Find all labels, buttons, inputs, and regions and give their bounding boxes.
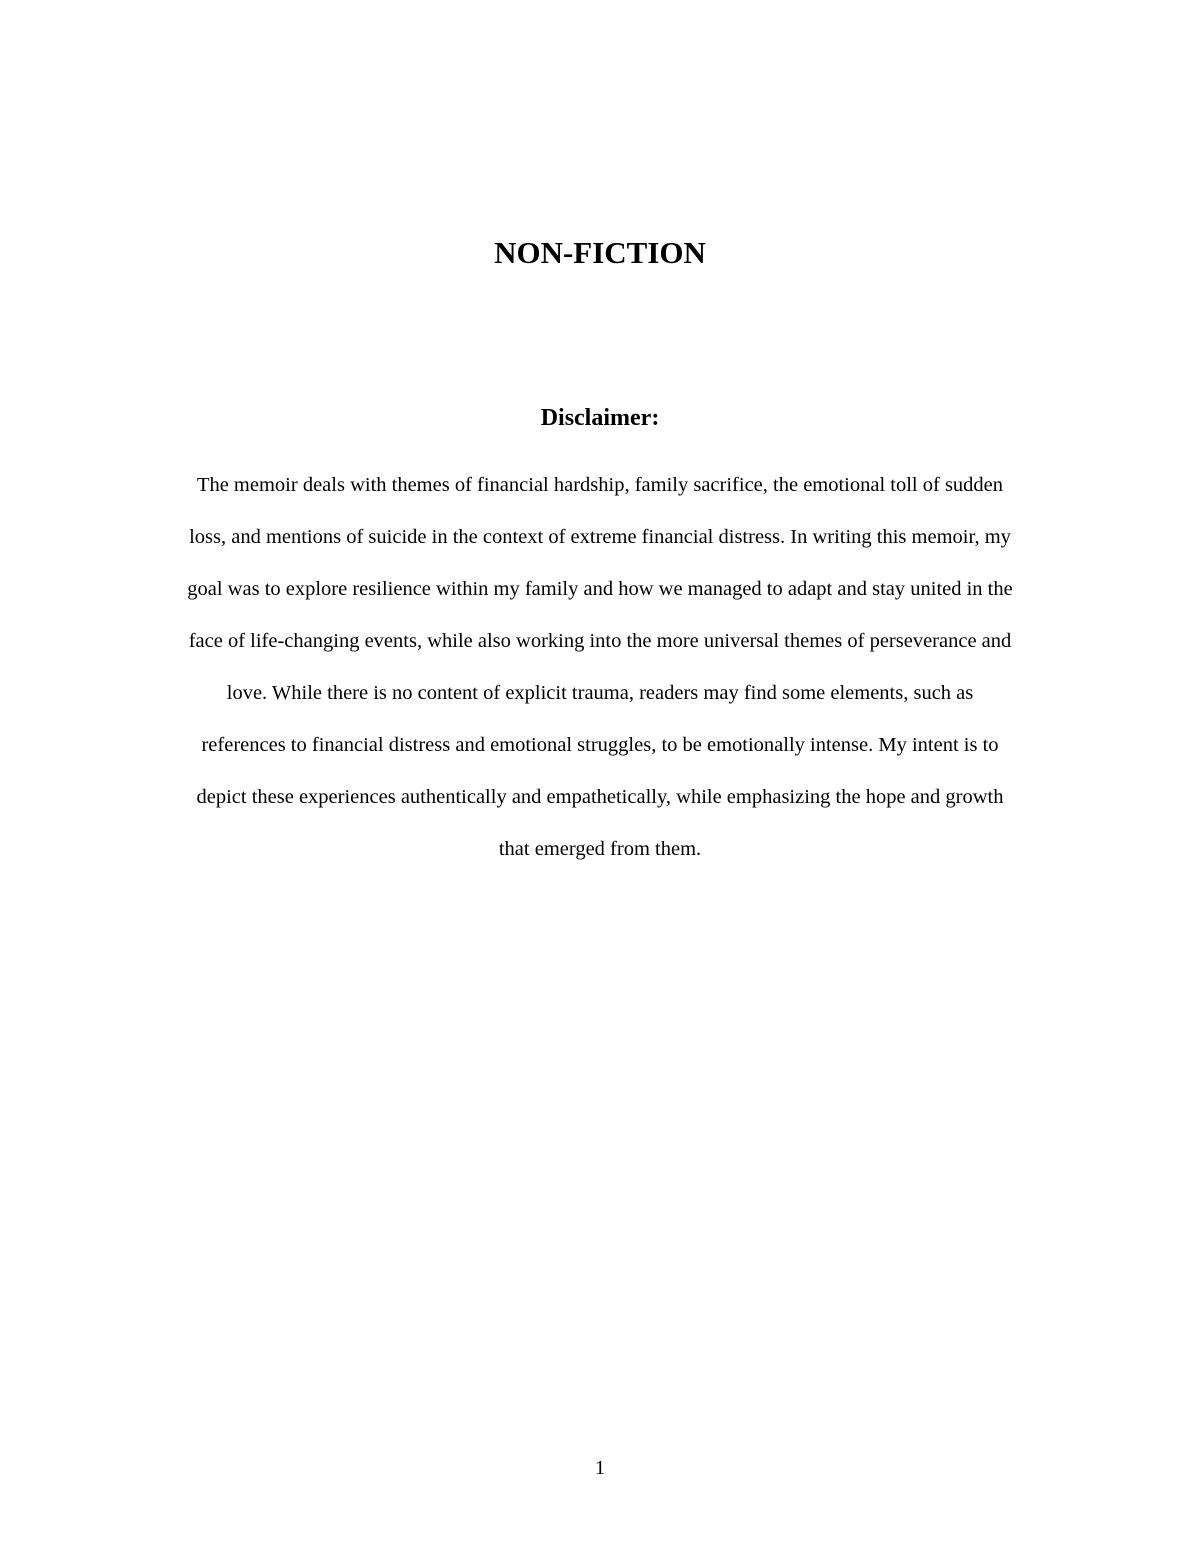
paragraph-line: goal was to explore resilience within my family and how we managed to adapt and stay united in the <box>187 578 1013 600</box>
document-title: NON-FICTION <box>494 235 706 270</box>
paragraph-line: depict these experiences authentically and empathetically, while emphasizing the hope and growth <box>196 786 1004 808</box>
paragraph-line: face of life-changing events, while also working into the more universal themes of perseverance and <box>188 630 1012 652</box>
disclaimer-paragraph <box>140 459 1060 875</box>
disclaimer-heading: Disclaimer: <box>540 405 660 431</box>
paragraph-line: loss, and mentions of suicide in the context of extreme financial distress. In writing this memoir, my <box>189 526 1011 548</box>
page-number: 1 <box>595 1457 605 1479</box>
paragraph-line: love. While there is no content of explicit trauma, readers may find some elements, such as <box>226 682 974 704</box>
paragraph-line: that emerged from them. <box>498 838 702 860</box>
paragraph-line: The memoir deals with themes of financial hardship, family sacrifice, the emotional toll of sudden <box>196 474 1004 496</box>
paragraph-line: references to financial distress and emotional struggles, to be emotionally intense. My intent is to <box>201 734 999 756</box>
